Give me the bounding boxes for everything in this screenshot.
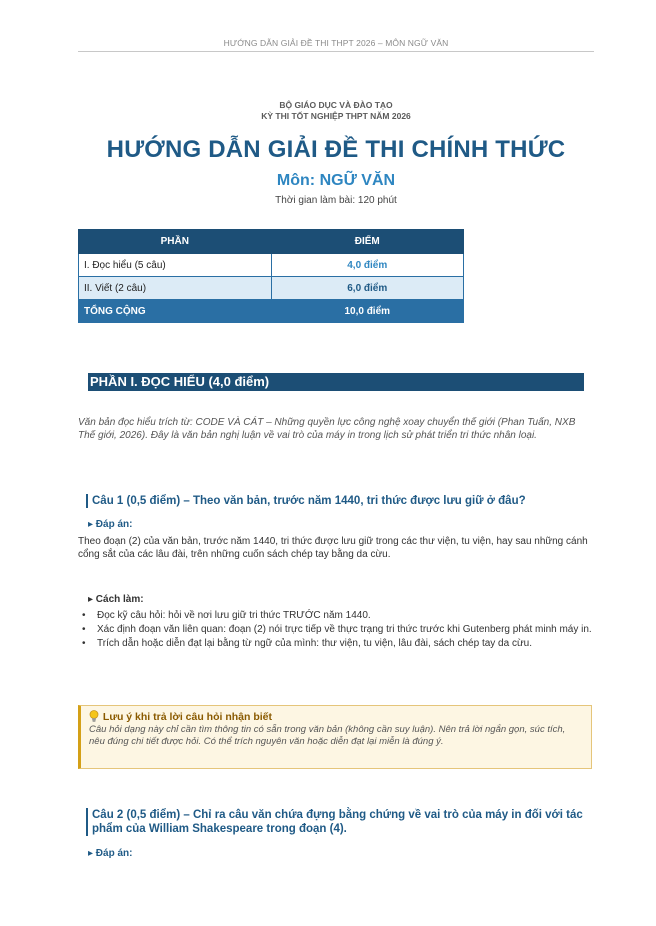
tip-title: Lưu ý khi trả lời câu hỏi nhận biết [102, 711, 273, 723]
question-2-heading: Câu 2 (0,5 điểm) – Chỉ ra câu văn chứa đựng bằng chứng về vai trò của máy in đối với tác phẩm của William Shakespeare trong đoạn (4). [86, 808, 598, 836]
row-part: I. Đọc hiểu (5 câu) [79, 254, 272, 277]
tip-body: Câu hỏi dạng này chỉ cần tìm thông tin có sẵn trong văn bản (không cần suy luận). Nên trả lời ngắn gọn, súc tích, nêu đúng chi tiết được hỏi. Có thể trích nguyên văn hoặc diễn đạt lại miễn là đúng ý. [89, 724, 566, 747]
exam-duration: Thời gian làm bài: 120 phút [275, 195, 397, 206]
tip-title-line [89, 710, 583, 723]
score-table [78, 229, 464, 323]
section-heading [88, 373, 584, 391]
lightbulb-icon [89, 710, 100, 723]
running-header: HƯỚNG DẪN GIẢI ĐỀ THI THPT 2026 – MÔN NGỮ VĂN [223, 38, 449, 48]
list-item: • Trích dẫn hoặc diễn đạt lại bằng từ ngữ của mình: thư viện, tu viện, lâu đài, sách chép tay da cừu. [78, 638, 594, 650]
row-part: II. Viết (2 câu) [79, 277, 272, 300]
total-points: 10,0 điểm [271, 300, 464, 323]
list-item: • Xác định đoạn văn liên quan: đoạn (2) nói trực tiếp về thực trạng tri thức trước khi Gutenberg phát minh máy in. [78, 624, 594, 636]
ministry-block [78, 100, 594, 122]
list-item: • Đọc kỹ câu hỏi: hỏi về nơi lưu giữ tri thức TRƯỚC năm 1440. [78, 610, 594, 622]
subject-title: Môn: NGỮ VĂN [276, 172, 396, 189]
total-label: TỔNG CỘNG [79, 300, 272, 323]
answer-label: ▸ Đáp án: [88, 519, 133, 530]
tip-box [78, 705, 592, 769]
header-part: PHẦN [79, 230, 272, 254]
method-steps [78, 610, 594, 652]
row-points: 6,0 điểm [271, 277, 464, 300]
question-1-heading: Câu 1 (0,5 điểm) – Theo văn bản, trước năm 1440, tri thức được lưu giữ ở đâu? [86, 494, 598, 508]
answer-text: Theo đoạn (2) của văn bản, trước năm 1440, tri thức được lưu giữ trong các thư viện, tu viện, hay sau những cánh cổng sắt của các lâu đài, trên những cuốn sách chép tay bằng da cừu. [78, 536, 588, 560]
ministry-name: BỘ GIÁO DỤC VÀ ĐÀO TẠO [279, 100, 393, 110]
method-label: ▸ Cách làm: [88, 594, 144, 605]
document-title: HƯỚNG DẪN GIẢI ĐỀ THI CHÍNH THỨC [106, 136, 566, 163]
header-points: ĐIỂM [271, 230, 464, 254]
score-table-header [79, 230, 464, 254]
header-divider [78, 51, 594, 52]
exam-name: KỲ THI TỐT NGHIỆP THPT NĂM 2026 [261, 111, 411, 121]
reading-intro: Văn bản đọc hiểu trích từ: CODE VÀ CÁT – Những quyền lực công nghệ xoay chuyển thế giới (Phan Tuấn, NXB Thế giới, 2026). Đây là văn bản nghị luận về vai trò của máy in trong lịch sử phát triển tri thức nhân loại. [78, 417, 576, 441]
table-row [79, 254, 464, 277]
answer-label: ▸ Đáp án: [88, 848, 133, 859]
section-heading-text: PHẦN I. ĐỌC HIỂU (4,0 điểm) [90, 374, 270, 389]
table-row [79, 277, 464, 300]
table-total-row [79, 300, 464, 323]
row-points: 4,0 điểm [271, 254, 464, 277]
